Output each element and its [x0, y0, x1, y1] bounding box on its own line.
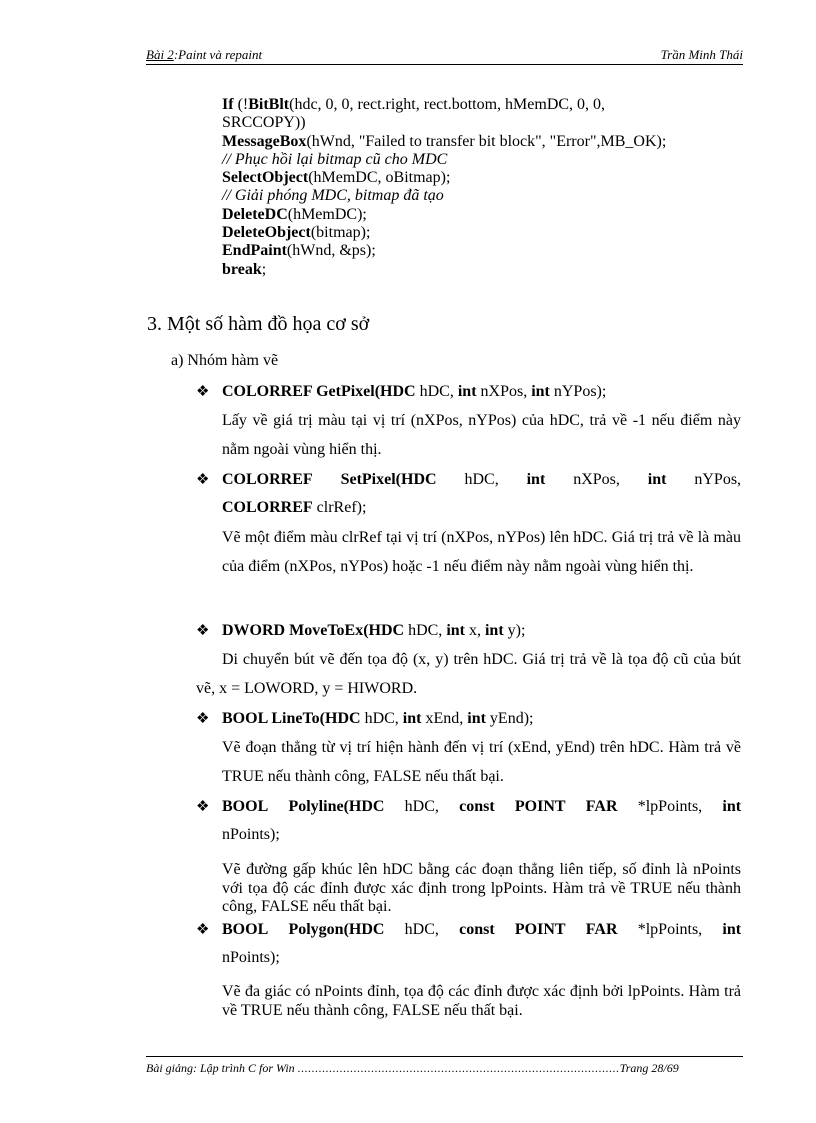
signature-keyword: int [446, 622, 465, 639]
footer-dots: ............................................................................................ [297, 1061, 620, 1075]
signature-keyword: COLORREF GetPixel [222, 383, 375, 400]
code-line: EndPaint(hWnd, &ps); [222, 242, 376, 260]
diamond-bullet-icon: ❖ [196, 384, 210, 400]
code-comment: // Giải phóng MDC, bitmap đã tạo [222, 187, 444, 205]
signature-keyword: BOOL LineTo [222, 710, 320, 727]
function-signature-polyline-cont: nPoints); [222, 826, 280, 843]
header-author: Trần Minh Thái [660, 47, 743, 62]
footer-page-number: Trang 28/69 [619, 1061, 679, 1075]
function-description-getpixel: Lấy về giá trị màu tại vị trí (nXPos, nYPos) của hDC, trả về -1 nếu điểm này nằm ngoài vùng hiển thị. [222, 412, 741, 458]
function-signature-polygon: ❖ BOOL Polygon(HDC hDC, const POINT FAR *lpPoints, int [196, 921, 742, 938]
function-signature-movetoex [196, 621, 525, 640]
signature-keyword: int [402, 710, 422, 727]
code-line: SelectObject(hMemDC, oBitmap); [222, 169, 451, 187]
function-description-movetoex: Di chuyển bút vẽ đến tọa độ (x, y) trên hDC. Giá trị trả về là tọa độ cũ của bút vẽ, x = LOWORD, y = HIWORD. [196, 651, 741, 697]
code-line: DeleteObject(bitmap); [222, 224, 371, 242]
signature-keyword: int [467, 710, 486, 727]
signature-keyword: int [457, 383, 477, 400]
signature-keyword: ( [319, 710, 325, 727]
function-description-lineto: Vẽ đoạn thẳng từ vị trí hiện hành đến vị trí (xEnd, yEnd) trên hDC. Hàm trả về TRUE nếu thành công, FALSE nếu thất bại. [222, 739, 741, 785]
function-signature-lineto [196, 709, 533, 728]
function-description-setpixel: Vẽ một điểm màu clrRef tại vị trí (nXPos, nYPos) lên hDC. Giá trị trả về là màu của điểm (nXPos, nYPos) hoặc -1 nếu điểm này nằm ngoài vùng hiển thị. [222, 529, 741, 575]
signature-text: hDC, [404, 622, 447, 639]
signature-text: hDC, [415, 383, 458, 400]
signature-keyword: COLORREF [222, 499, 313, 516]
signature-keyword: int [531, 383, 550, 400]
code-line: If (!BitBlt(hdc, 0, 0, rect.right, rect.bottom, hMemDC, 0, 0, [222, 96, 606, 113]
signature-keyword: int [484, 622, 504, 639]
function-signature-setpixel: ❖ COLORREF SetPixel(HDC hDC, int nXPos, int nYPos, [196, 471, 742, 488]
code-line: SRCCOPY)) [222, 114, 306, 132]
code-comment: // Phục hồi lại bitmap cũ cho MDC [222, 150, 448, 168]
diamond-bullet-icon: ❖ [196, 711, 210, 727]
subsection-title: a) Nhóm hàm vẽ [171, 352, 279, 369]
signature-keyword: ( [363, 622, 369, 639]
signature-text: yEnd); [485, 710, 534, 727]
function-description-polyline: Vẽ đường gấp khúc lên hDC bằng các đoạn thẳng liên tiếp, số đỉnh là nPoints với tọa độ các đỉnh được xác định trong lpPoints. Hàm trả về TRUE nếu thành công, FALSE nếu thất bại. [222, 861, 741, 915]
signature-text: hDC, [360, 710, 403, 727]
signature-text: x, [464, 622, 485, 639]
signature-text: y); [503, 622, 526, 639]
function-signature-polygon-cont: nPoints); [222, 949, 280, 966]
signature-text: xEnd, [421, 710, 468, 727]
header-lesson-number: Bài 2 [146, 47, 174, 62]
function-signature-polyline: ❖ BOOL Polyline(HDC hDC, const POINT FAR *lpPoints, int [196, 798, 742, 815]
signature-keyword: ( [374, 383, 381, 400]
diamond-bullet-icon: ❖ [196, 472, 210, 488]
code-line: break; [222, 260, 267, 278]
section-title: 3. Một số hàm đồ họa cơ sở [147, 313, 370, 335]
page-header [146, 46, 743, 65]
signature-keyword: HDC [368, 622, 405, 639]
signature-keyword: DWORD MoveToEx [222, 622, 364, 639]
function-description-polygon: Vẽ đa giác có nPoints đỉnh, tọa độ các đỉnh được xác định bởi lpPoints. Hàm trả về TRUE nếu thành công, FALSE nếu thất bại. [222, 983, 741, 1019]
diamond-bullet-icon: ❖ [196, 922, 210, 938]
diamond-bullet-icon: ❖ [196, 799, 210, 815]
page-footer [146, 1056, 743, 1076]
code-block [222, 96, 666, 279]
function-signature-getpixel [196, 382, 606, 401]
signature-keyword: HDC [325, 710, 361, 727]
signature-text: nXPos, [476, 383, 532, 400]
signature-text: nYPos); [549, 383, 607, 400]
code-line: MessageBox(hWnd, "Failed to transfer bit block", "Error",MB_OK); [222, 132, 667, 150]
diamond-bullet-icon: ❖ [196, 623, 210, 639]
function-signature-setpixel-cont [222, 499, 366, 517]
code-line: DeleteDC(hMemDC); [222, 205, 367, 223]
signature-text: clrRef); [312, 499, 367, 516]
header-lesson [146, 47, 262, 63]
header-lesson-title: :Paint và repaint [173, 47, 263, 62]
footer-course: Bài giảng: Lập trình C for Win [146, 1061, 295, 1075]
signature-keyword: HDC [380, 383, 416, 400]
